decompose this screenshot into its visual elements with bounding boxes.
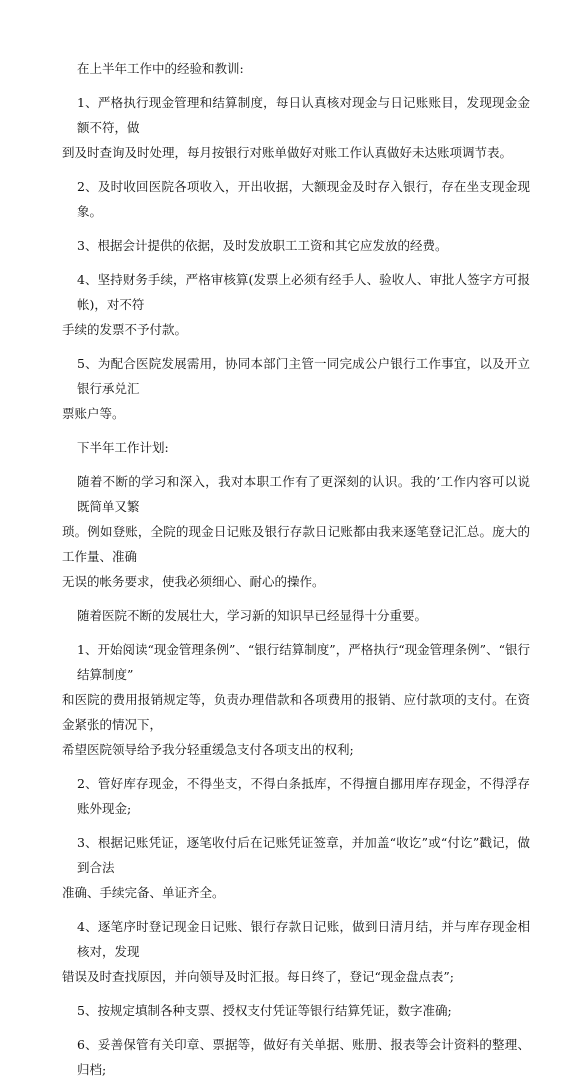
paragraph xyxy=(62,637,530,762)
paragraph-line: 手续的发票不予付款。 xyxy=(62,322,188,337)
paragraph xyxy=(62,603,530,628)
paragraph-line: 希望医院领导给予我分轻重缓急支付各项支出的权利; xyxy=(62,742,354,757)
paragraph xyxy=(62,351,530,426)
paragraph-line: 在上半年工作中的经验和教训: xyxy=(77,61,244,76)
paragraph-line: 3、根据记账凭证，逐笔收付后在记账凭证签章，并加盖“收讫”或“付讫”戳记，做到合法 xyxy=(77,835,530,875)
paragraph-line: 和医院的费用报销规定等，负责办理借款和各项费用的报销、应付款项的支付。在资金紧张的情况下， xyxy=(62,692,530,732)
paragraph xyxy=(62,90,530,165)
paragraph-line: 随着不断的学习和深入，我对本职工作有了更深刻的认识。我的’工作内容可以说既简单又繁 xyxy=(77,474,530,514)
paragraph xyxy=(62,830,530,905)
paragraph-line: 1、开始阅读“现金管理条例”、“银行结算制度”，严格执行“现金管理条例”、“银行结算制度” xyxy=(77,642,530,682)
paragraph-line: 准确、手续完备、单证齐全。 xyxy=(62,885,225,900)
paragraph-line: 6、妥善保管有关印章、票据等，做好有关单据、账册、报表等会计资料的整理、归档; xyxy=(77,1037,530,1077)
paragraph xyxy=(62,914,530,989)
paragraph-line: 4、坚持财务手续，严格审核算(发票上必须有经手人、验收人、审批人签字方可报帐)，对不符 xyxy=(77,272,530,312)
paragraph-line: 3、根据会计提供的依据，及时发放职工工资和其它应发放的经费。 xyxy=(77,238,448,253)
paragraph xyxy=(62,174,530,224)
paragraph-line: 2、管好库存现金，不得坐支，不得白条抵库，不得擅自挪用库存现金，不得浮存账外现金; xyxy=(77,776,530,816)
paragraph-line: 下半年工作计划: xyxy=(77,440,169,455)
paragraph xyxy=(62,1032,530,1082)
paragraph-line: 无误的帐务要求，使我必须细心、耐心的操作。 xyxy=(62,574,325,589)
paragraph xyxy=(62,469,530,594)
paragraph-line: 1、严格执行现金管理和结算制度，每日认真核对现金与日记账账目，发现现金金额不符，做 xyxy=(77,95,530,135)
paragraph-line: 4、逐笔序时登记现金日记账、银行存款日记账，做到日清月结，并与库存现金相核对，发现 xyxy=(77,919,530,959)
paragraph-line: 2、及时收回医院各项收入，开出收据，大额现金及时存入银行，存在坐支现金现象。 xyxy=(77,179,530,219)
paragraph-line: 琐。例如登账，全院的现金日记账及银行存款日记账都由我来逐笔登记汇总。庞大的工作量、准确 xyxy=(62,524,530,564)
paragraph xyxy=(62,233,530,258)
paragraph-line: 错误及时查找原因，并向领导及时汇报。每日终了，登记“现金盘点表”; xyxy=(62,969,454,984)
paragraph xyxy=(62,998,530,1023)
paragraph-line: 到及时查询及时处理，每月按银行对账单做好对账工作认真做好未达账项调节表。 xyxy=(62,145,513,160)
paragraph-line: 5、为配合医院发展需用，协同本部门主管一同完成公户银行工作事宜，以及开立银行承兑汇 xyxy=(77,356,530,396)
paragraph xyxy=(62,771,530,821)
paragraph-line: 随着医院不断的发展壮大，学习新的知识早已经显得十分重要。 xyxy=(77,608,428,623)
paragraph xyxy=(62,56,530,81)
paragraph-line: 票账户等。 xyxy=(62,406,125,421)
paragraph-line: 5、按规定填制各种支票、授权支付凭证等银行结算凭证，数字准确; xyxy=(77,1003,452,1018)
paragraph xyxy=(62,435,530,460)
paragraph xyxy=(62,267,530,342)
